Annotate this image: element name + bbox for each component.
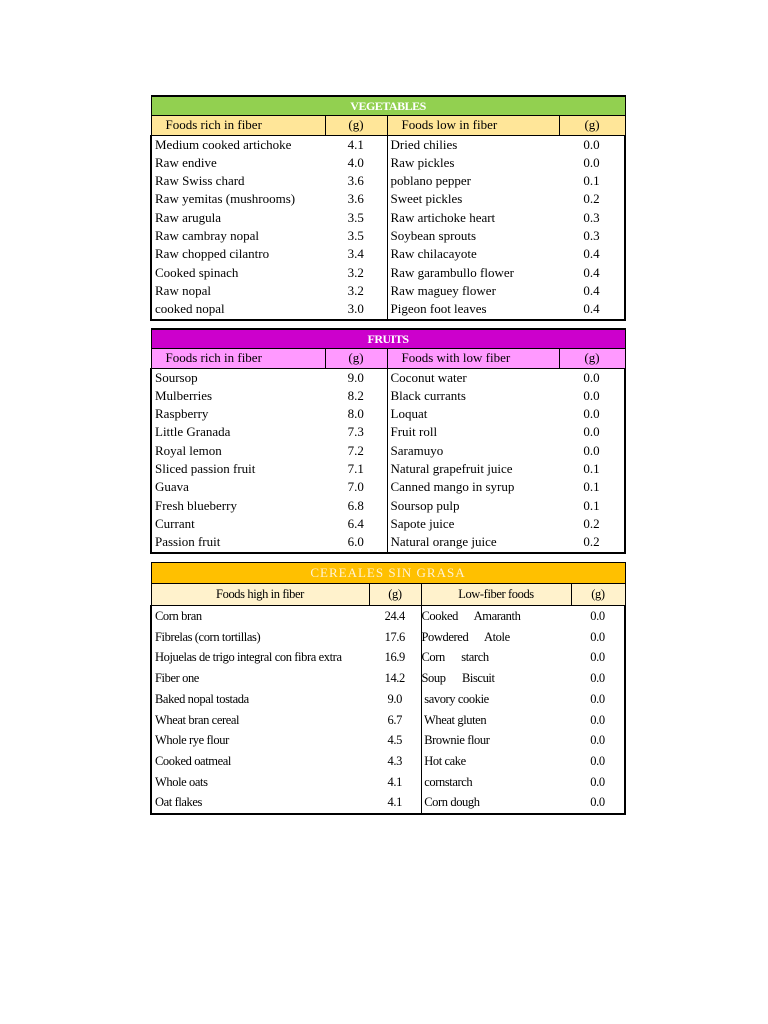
header-rich-fiber: Foods rich in fiber xyxy=(151,116,325,135)
low-fiber-food: Wheat gluten xyxy=(421,712,487,727)
high-fiber-grams: 3.0 xyxy=(325,300,387,319)
high-fiber-food: Guava xyxy=(151,478,325,496)
low-fiber-grams: 0.0 xyxy=(571,792,625,814)
high-fiber-grams: 7.3 xyxy=(325,423,387,441)
low-fiber-grams: 0.0 xyxy=(559,368,625,387)
table-row xyxy=(151,668,625,689)
table-row xyxy=(151,245,625,263)
low-fiber-food: Canned mango in syrup xyxy=(390,479,515,495)
low-fiber-grams: 0.0 xyxy=(571,647,625,668)
low-fiber-grams: 0.1 xyxy=(559,497,625,515)
low-fiber-grams: 0.0 xyxy=(559,442,625,460)
low-fiber-grams: 0.1 xyxy=(559,172,625,190)
low-fiber-grams: 0.2 xyxy=(559,190,625,208)
table-row xyxy=(151,689,625,710)
low-fiber-food: Sweet pickles xyxy=(390,191,463,207)
table-row xyxy=(151,154,625,172)
high-fiber-food: Fiber one xyxy=(151,668,369,689)
fruits-table xyxy=(150,328,626,554)
low-fiber-grams: 0.0 xyxy=(571,689,625,710)
low-fiber-food: Raw pickles xyxy=(390,154,455,170)
low-fiber-food: Powdered Atole xyxy=(421,629,510,644)
low-fiber-grams: 0.1 xyxy=(559,460,625,478)
low-fiber-grams: 0.1 xyxy=(559,478,625,496)
high-fiber-food: Currant xyxy=(151,515,325,533)
low-fiber-food: Black currants xyxy=(390,387,466,403)
table-row xyxy=(151,368,625,387)
cereals-body xyxy=(151,606,625,815)
low-fiber-food: Cooked Amaranth xyxy=(421,609,521,623)
low-fiber-grams: 0.0 xyxy=(559,135,625,154)
high-fiber-food: Raw cambray nopal xyxy=(151,227,325,245)
table-row xyxy=(151,515,625,533)
table-row xyxy=(151,647,625,668)
table-row xyxy=(151,627,625,648)
high-fiber-food: Corn bran xyxy=(151,606,369,627)
low-fiber-food: Natural grapefruit juice xyxy=(390,461,513,477)
low-fiber-food: cornstarch xyxy=(421,774,473,789)
table-row xyxy=(151,387,625,405)
vegetables-title: VEGETABLES xyxy=(151,96,625,116)
low-fiber-grams: 0.0 xyxy=(571,668,625,689)
high-fiber-grams: 7.0 xyxy=(325,478,387,496)
low-fiber-food: Coconut water xyxy=(390,369,467,385)
cereals-table xyxy=(150,562,626,815)
table-row xyxy=(151,209,625,227)
low-fiber-grams: 0.0 xyxy=(559,405,625,423)
cereals-title: CEREALES SIN GRASA xyxy=(151,563,625,584)
vegetables-table xyxy=(150,95,626,321)
high-fiber-grams: 16.9 xyxy=(369,647,421,668)
cereals-header-row xyxy=(151,584,625,606)
low-fiber-food: Dried chilies xyxy=(390,136,458,152)
high-fiber-food: Oat flakes xyxy=(151,792,369,814)
high-fiber-grams: 3.5 xyxy=(325,227,387,245)
low-fiber-grams: 0.3 xyxy=(559,209,625,227)
table-row xyxy=(151,730,625,751)
high-fiber-food: Whole oats xyxy=(151,772,369,793)
high-fiber-grams: 4.3 xyxy=(369,751,421,772)
high-fiber-grams: 24.4 xyxy=(369,606,421,627)
low-fiber-food: Soybean sprouts xyxy=(390,228,477,244)
high-fiber-grams: 14.2 xyxy=(369,668,421,689)
table-row xyxy=(151,460,625,478)
high-fiber-grams: 6.0 xyxy=(325,533,387,552)
high-fiber-food: cooked nopal xyxy=(151,300,325,319)
low-fiber-grams: 0.4 xyxy=(559,282,625,300)
high-fiber-grams: 3.2 xyxy=(325,264,387,282)
high-fiber-grams: 7.2 xyxy=(325,442,387,460)
header-low-fiber: Foods low in fiber xyxy=(387,116,559,135)
high-fiber-food: Raw arugula xyxy=(151,209,325,227)
table-row xyxy=(151,282,625,300)
low-fiber-food: Raw maguey flower xyxy=(390,282,496,298)
high-fiber-grams: 8.0 xyxy=(325,405,387,423)
low-fiber-grams: 0.0 xyxy=(559,387,625,405)
low-fiber-grams: 0.0 xyxy=(571,606,625,627)
fruits-body xyxy=(151,368,625,552)
high-fiber-grams: 4.1 xyxy=(369,792,421,814)
low-fiber-grams: 0.4 xyxy=(559,245,625,263)
header-high-fiber: Foods high in fiber xyxy=(151,584,369,606)
high-fiber-food: Passion fruit xyxy=(151,533,325,552)
table-row xyxy=(151,227,625,245)
high-fiber-grams: 6.8 xyxy=(325,497,387,515)
high-fiber-grams: 3.5 xyxy=(325,209,387,227)
high-fiber-grams: 3.6 xyxy=(325,172,387,190)
high-fiber-grams: 4.5 xyxy=(369,730,421,751)
low-fiber-grams: 0.0 xyxy=(571,627,625,648)
high-fiber-food: Fibrelas (corn tortillas) xyxy=(151,627,369,648)
table-row xyxy=(151,772,625,793)
high-fiber-food: Mulberries xyxy=(151,387,325,405)
high-fiber-grams: 9.0 xyxy=(325,368,387,387)
low-fiber-food: Raw garambullo flower xyxy=(390,264,514,280)
high-fiber-food: Cooked oatmeal xyxy=(151,751,369,772)
high-fiber-grams: 4.1 xyxy=(325,135,387,154)
low-fiber-grams: 0.0 xyxy=(559,423,625,441)
high-fiber-grams: 17.6 xyxy=(369,627,421,648)
low-fiber-food: Brownie flour xyxy=(421,733,490,748)
low-fiber-food: Soup Biscuit xyxy=(421,671,495,686)
table-row xyxy=(151,442,625,460)
high-fiber-food: Raw Swiss chard xyxy=(151,172,325,190)
table-row xyxy=(151,792,625,814)
high-fiber-grams: 3.4 xyxy=(325,245,387,263)
low-fiber-grams: 0.0 xyxy=(571,772,625,793)
high-fiber-food: Raspberry xyxy=(151,405,325,423)
low-fiber-food: savory cookie xyxy=(421,691,489,706)
low-fiber-food: Raw artichoke heart xyxy=(390,209,496,225)
header-grams: (g) xyxy=(325,116,387,135)
header-grams: (g) xyxy=(369,584,421,606)
high-fiber-grams: 7.1 xyxy=(325,460,387,478)
vegetables-body xyxy=(151,135,625,319)
fruits-header-row xyxy=(151,349,625,368)
low-fiber-food: Sapote juice xyxy=(390,515,455,531)
low-fiber-food: poblano pepper xyxy=(390,173,472,189)
high-fiber-grams: 6.7 xyxy=(369,710,421,731)
low-fiber-grams: 0.4 xyxy=(559,264,625,282)
low-fiber-grams: 0.2 xyxy=(559,533,625,552)
table-row xyxy=(151,264,625,282)
table-row xyxy=(151,135,625,154)
fruits-title: FRUITS xyxy=(151,329,625,349)
high-fiber-food: Raw chopped cilantro xyxy=(151,245,325,263)
high-fiber-food: Medium cooked artichoke xyxy=(151,135,325,154)
header-rich-fiber: Foods rich in fiber xyxy=(151,349,325,368)
high-fiber-food: Royal lemon xyxy=(151,442,325,460)
header-low-fiber: Low-fiber foods xyxy=(421,584,571,606)
high-fiber-food: Fresh blueberry xyxy=(151,497,325,515)
high-fiber-grams: 3.6 xyxy=(325,190,387,208)
high-fiber-food: Raw nopal xyxy=(151,282,325,300)
low-fiber-grams: 0.0 xyxy=(571,730,625,751)
low-fiber-grams: 0.2 xyxy=(559,515,625,533)
high-fiber-food: Soursop xyxy=(151,368,325,387)
table-row xyxy=(151,497,625,515)
vegetables-header-row xyxy=(151,116,625,135)
table-row xyxy=(151,533,625,552)
high-fiber-food: Raw endive xyxy=(151,154,325,172)
low-fiber-food: Hot cake xyxy=(421,753,466,768)
table-row xyxy=(151,423,625,441)
low-fiber-food: Corn starch xyxy=(421,650,489,665)
high-fiber-food: Hojuelas de trigo integral con fibra extra xyxy=(151,647,369,668)
high-fiber-grams: 4.0 xyxy=(325,154,387,172)
high-fiber-food: Cooked spinach xyxy=(151,264,325,282)
table-row xyxy=(151,300,625,319)
high-fiber-grams: 8.2 xyxy=(325,387,387,405)
low-fiber-food: Saramuyo xyxy=(390,442,444,458)
header-grams: (g) xyxy=(325,349,387,368)
low-fiber-grams: 0.0 xyxy=(571,710,625,731)
low-fiber-food: Loquat xyxy=(390,406,428,422)
high-fiber-food: Baked nopal tostada xyxy=(151,689,369,710)
high-fiber-food: Whole rye flour xyxy=(151,730,369,751)
low-fiber-grams: 0.4 xyxy=(559,300,625,319)
high-fiber-food: Raw yemitas (mushrooms) xyxy=(151,190,325,208)
table-row xyxy=(151,405,625,423)
low-fiber-grams: 0.0 xyxy=(559,154,625,172)
low-fiber-food: Corn dough xyxy=(421,792,571,814)
table-row xyxy=(151,710,625,731)
table-row xyxy=(151,172,625,190)
low-fiber-grams: 0.0 xyxy=(571,751,625,772)
table-row xyxy=(151,190,625,208)
table-row xyxy=(151,478,625,496)
low-fiber-food: Pigeon foot leaves xyxy=(387,300,559,319)
high-fiber-food: Wheat bran cereal xyxy=(151,710,369,731)
high-fiber-grams: 9.0 xyxy=(369,689,421,710)
high-fiber-food: Sliced passion fruit xyxy=(151,460,325,478)
low-fiber-food: Natural orange juice xyxy=(387,533,559,552)
high-fiber-grams: 3.2 xyxy=(325,282,387,300)
header-grams: (g) xyxy=(571,584,625,606)
table-row xyxy=(151,751,625,772)
header-grams: (g) xyxy=(559,116,625,135)
high-fiber-grams: 4.1 xyxy=(369,772,421,793)
table-row xyxy=(151,606,625,627)
low-fiber-food: Soursop pulp xyxy=(390,497,460,513)
header-low-fiber: Foods with low fiber xyxy=(387,349,559,368)
low-fiber-food: Raw chilacayote xyxy=(390,246,477,262)
high-fiber-grams: 6.4 xyxy=(325,515,387,533)
low-fiber-grams: 0.3 xyxy=(559,227,625,245)
header-grams: (g) xyxy=(559,349,625,368)
high-fiber-food: Little Granada xyxy=(151,423,325,441)
low-fiber-food: Fruit roll xyxy=(390,424,438,440)
